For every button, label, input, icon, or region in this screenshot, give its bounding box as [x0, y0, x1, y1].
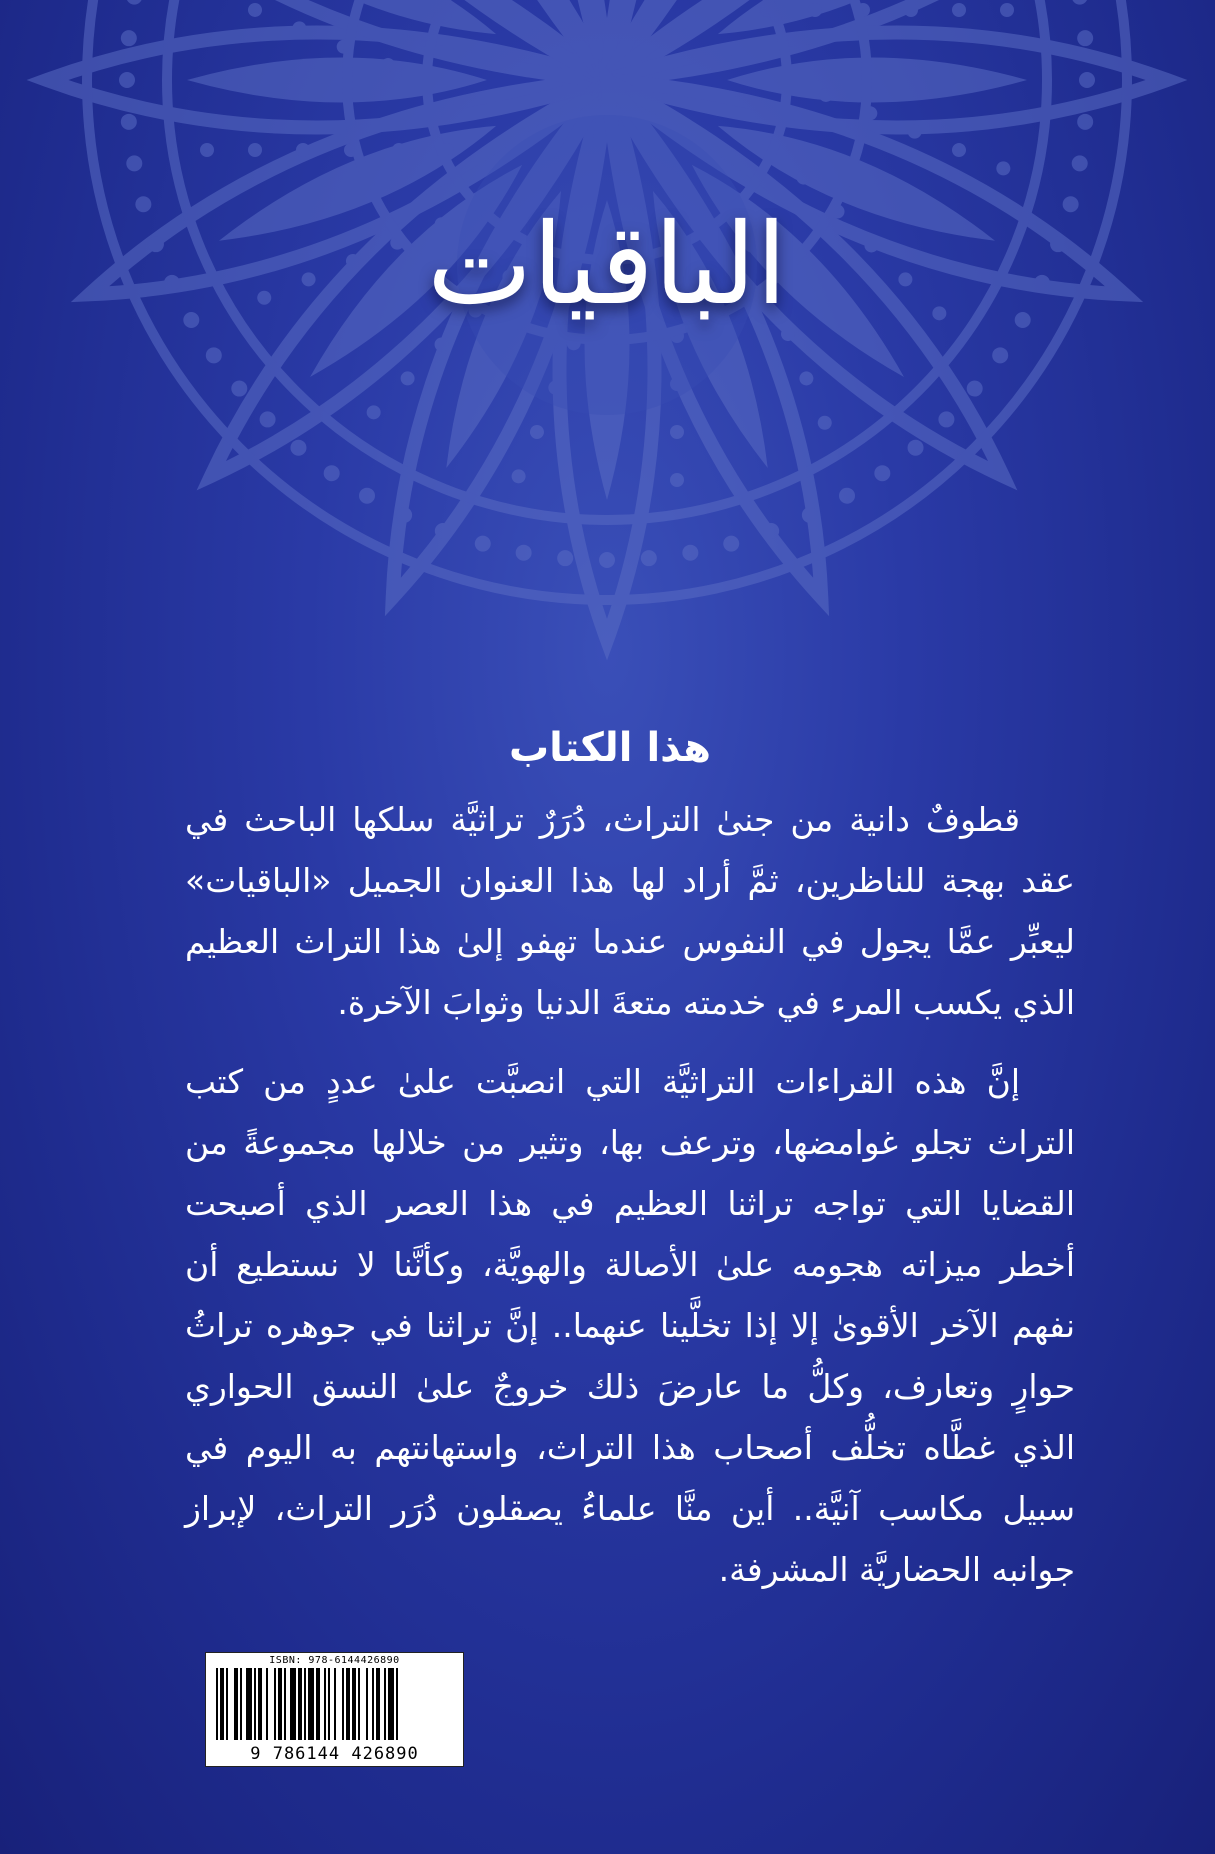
- barcode-bar: [316, 1668, 320, 1740]
- mandala-dot: [398, 368, 418, 388]
- mandala-ring-dot: [206, 347, 222, 363]
- mandala-dot: [255, 289, 273, 307]
- mandala-ring-dot: [763, 523, 779, 539]
- mandala-ring-dot: [1079, 72, 1095, 88]
- mandala-dot: [808, 3, 822, 17]
- mandala-petal-inner: [727, 58, 1027, 103]
- mandala-ring-dot: [359, 488, 375, 504]
- barcode-bar: [358, 1668, 360, 1740]
- logo-calligraphy: الباقيات: [426, 200, 788, 330]
- mandala-ring-dot: [119, 72, 135, 88]
- mandala-dot: [528, 423, 546, 441]
- mandala-dot: [670, 425, 684, 439]
- mandala-ring-dot: [1034, 275, 1050, 291]
- mandala-ring-dot: [396, 507, 412, 523]
- mandala-dot: [904, 3, 918, 17]
- paragraph-2: إنَّ هذه القراءات التراثيَّة التي انصبَّت علىٰ عددٍ من كتب التراث تجلو غوامضها، وترعف بها، وتثير من خلالها مجموعةً من القضايا التي تواجه تراثنا العظيم في هذا العصر الذي أصبحت أخطر ميزاته هجومه علىٰ الأصالة والهويَّة، وكأنَّنا لا نستطيع أن نفهم الآخر الأقوىٰ إلا إذا تخلَّينا عنهما.. إنَّ تراثنا في جوهره تراثُ حوارٍ وتعارف، وكلُّ ما عارضَ ذلك خروجٌ علىٰ النسق الحواري الذي غطَّاه تخلُّف أصحاب هذا التراث، واستهانتهم به اليوم في سبيل مكاسب آنيَّة.. أين منَّا علماءُ يصقلون دُرَر التراث، لإبراز جوانبه الحضاريَّة المشرفة.: [185, 1062, 1075, 1589]
- mandala-dot: [797, 369, 815, 387]
- mandala-dot: [296, 143, 310, 157]
- mandala-dot: [950, 141, 968, 159]
- barcode-bar: [298, 1668, 302, 1740]
- mandala-ring-dot: [599, 552, 615, 568]
- barcode-bars: [216, 1668, 453, 1740]
- barcode-bar: [226, 1668, 228, 1740]
- mandala-ring-dot: [121, 30, 137, 46]
- mandala-ring-dot: [126, 155, 142, 171]
- mandala-ring-dot: [908, 440, 924, 456]
- mandala-ring-dot: [121, 114, 137, 130]
- barcode-bar: [304, 1668, 306, 1740]
- barcode-bar: [254, 1668, 256, 1740]
- barcode-bar: [308, 1668, 314, 1740]
- barcode-bar: [278, 1668, 282, 1740]
- mandala-ring-dot: [1015, 312, 1031, 328]
- mandala-dot: [364, 402, 384, 422]
- mandala-dot: [246, 1, 264, 19]
- barcode-bar: [234, 1668, 238, 1740]
- barcode-bar: [220, 1668, 224, 1740]
- mandala-ring-dot: [723, 536, 739, 552]
- barcode-bar: [334, 1668, 336, 1740]
- isbn-barcode: [205, 1652, 464, 1767]
- mandala-dot: [670, 473, 684, 487]
- mandala-ring-dot: [1077, 30, 1093, 46]
- mandala-ring-dot: [290, 440, 306, 456]
- mandala-petal-inner: [187, 58, 487, 103]
- mandala-ring-dot: [148, 236, 164, 252]
- isbn-label: ISBN: 978-6144426890: [269, 1655, 400, 1666]
- mandala-ring-dot: [1077, 114, 1093, 130]
- barcode-bar: [366, 1668, 368, 1740]
- barcode-bar: [372, 1668, 374, 1740]
- mandala-dot: [202, 0, 220, 1]
- barcode-bar: [396, 1668, 398, 1740]
- book-logo: [426, 150, 788, 380]
- mandala-dot: [895, 270, 915, 290]
- mandala-ring-dot: [164, 275, 180, 291]
- mandala-dot: [509, 467, 527, 485]
- barcode-bar: [328, 1668, 330, 1740]
- mandala-dot: [1000, 3, 1014, 17]
- mandala-ring-dot: [992, 347, 1008, 363]
- barcode-bar: [246, 1668, 252, 1740]
- barcode-bar: [346, 1668, 350, 1740]
- mandala-ring-dot: [126, 0, 142, 5]
- mandala-ring-dot: [516, 545, 532, 561]
- mandala-dot: [816, 414, 834, 432]
- mandala-ring-dot: [475, 536, 491, 552]
- mandala-ring-dot: [183, 312, 199, 328]
- barcode-bar: [384, 1668, 386, 1740]
- barcode-bar: [324, 1668, 326, 1740]
- barcode-bar: [274, 1668, 276, 1740]
- barcode-bar: [240, 1668, 242, 1740]
- mandala-ring-dot: [938, 411, 954, 427]
- mandala-dot: [929, 303, 949, 323]
- barcode-bar: [290, 1668, 296, 1740]
- mandala-ring-dot: [1072, 155, 1088, 171]
- mandala-dot: [299, 270, 317, 288]
- section-heading: هذا الكتاب: [508, 725, 711, 771]
- barcode-bar: [266, 1668, 268, 1740]
- barcode-bar: [258, 1668, 262, 1740]
- barcode-bar: [216, 1668, 218, 1740]
- mandala-ring-dot: [641, 550, 657, 566]
- mandala-ring-dot: [1072, 0, 1088, 5]
- mandala-ring-dot: [802, 507, 818, 523]
- barcode-bar: [342, 1668, 344, 1740]
- mandala-dot: [952, 3, 966, 17]
- barcode-bar: [388, 1668, 394, 1740]
- mandala-ring-dot: [557, 550, 573, 566]
- mandala-dot: [248, 143, 262, 157]
- mandala-ring-dot: [135, 196, 151, 212]
- mandala-ring-dot: [324, 465, 340, 481]
- mandala-ring-dot: [682, 545, 698, 561]
- mandala-ring-dot: [231, 381, 247, 397]
- mandala-dot: [200, 143, 214, 157]
- mandala-dot: [392, 143, 406, 157]
- paragraph-1: قطوفٌ دانية من جنىٰ التراث، دُرَرٌ تراثيَّة سلكها الباحث في عقد بهجة للناظرين، ثمَّ أراد لها هذا العنوان الجميل «الباقيات» ليعبِّر عمَّا يجول في النفوس عندما تهفو إلىٰ هذا التراث العظيم الذي يكسب المرء في خدمته متعةَ الدنيا وثوابَ الآخرة.: [185, 800, 1075, 1022]
- barcode-bar: [376, 1668, 380, 1740]
- barcode-bar: [352, 1668, 356, 1740]
- mandala-ring-dot: [839, 488, 855, 504]
- mandala-ring-dot: [967, 381, 983, 397]
- mandala-ring-dot: [874, 465, 890, 481]
- mandala-ring-dot: [1063, 196, 1079, 212]
- mandala-dot: [994, 159, 1012, 177]
- mandala-ring-dot: [1050, 236, 1066, 252]
- barcode-digits: 9 786144 426890: [250, 1744, 419, 1764]
- barcode-bar: [284, 1668, 286, 1740]
- back-cover-text: [185, 725, 1075, 1618]
- mandala-ring-dot: [435, 523, 451, 539]
- mandala-ring-dot: [260, 411, 276, 427]
